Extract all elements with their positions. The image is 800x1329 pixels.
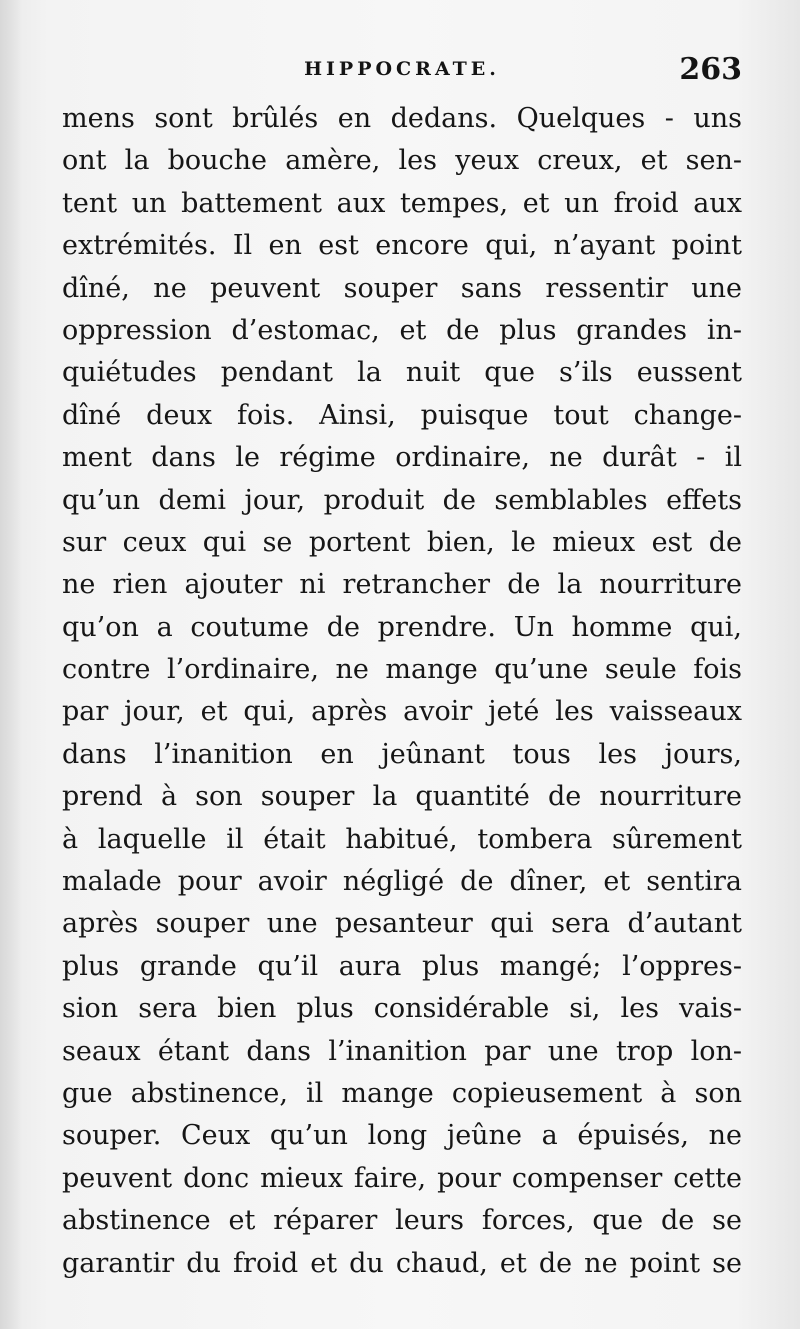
text-line: extrémités. Il en est encore qui, n’ayant point xyxy=(62,230,742,262)
text-line: par jour, et qui, après avoir jeté les vaisseaux xyxy=(62,696,742,728)
text-line: tent un battement aux tempes, et un froid aux xyxy=(62,187,742,219)
text-line: malade pour avoir négligé de dîner, et sentira xyxy=(62,866,742,898)
text-line: dans l’inanition en jeûnant tous les jours, xyxy=(62,738,742,770)
body-text xyxy=(62,98,742,1285)
text-line: dîné deux fois. Ainsi, puisque tout change- xyxy=(62,399,742,431)
running-head xyxy=(62,52,742,88)
text-line: souper. Ceux qu’un long jeûne a épuisés, ne xyxy=(62,1120,742,1152)
running-title: HIPPOCRATE. xyxy=(304,58,500,80)
text-line: dîné, ne peuvent souper sans ressentir une xyxy=(62,272,742,304)
text-line: seaux étant dans l’inanition par une trop lon- xyxy=(62,1035,742,1067)
text-line: peuvent donc mieux faire, pour compenser cette xyxy=(62,1162,742,1194)
text-line: garantir du froid et du chaud, et de ne point se xyxy=(62,1247,742,1279)
text-line: abstinence et réparer leurs forces, que de se xyxy=(62,1205,742,1237)
text-line: à laquelle il était habitué, tombera sûrement xyxy=(62,823,742,855)
text-line: qu’un demi jour, produit de semblables effets xyxy=(62,484,742,516)
text-line: ne rien ajouter ni retrancher de la nourriture xyxy=(62,569,742,601)
text-line: sion sera bien plus considérable si, les vais- xyxy=(62,993,742,1025)
text-line: ont la bouche amère, les yeux creux, et sen- xyxy=(62,145,742,177)
text-line: contre l’ordinaire, ne mange qu’une seule fois xyxy=(62,654,742,686)
text-line: gue abstinence, il mange copieusement à son xyxy=(62,1077,742,1109)
text-line: prend à son souper la quantité de nourriture xyxy=(62,781,742,813)
text-line: qu’on a coutume de prendre. Un homme qui, xyxy=(62,611,742,643)
page-number: 263 xyxy=(679,52,742,87)
text-line: après souper une pesanteur qui sera d’autant xyxy=(62,908,742,940)
text-line: ment dans le régime ordinaire, ne durât - il xyxy=(62,442,742,474)
text-line: sur ceux qui se portent bien, le mieux est de xyxy=(62,526,742,558)
text-line: plus grande qu’il aura plus mangé; l’oppres- xyxy=(62,950,742,982)
text-line: oppression d’estomac, et de plus grandes in- xyxy=(62,314,742,346)
text-line: quiétudes pendant la nuit que s’ils eussent xyxy=(62,357,742,389)
text-line: mens sont brûlés en dedans. Quelques - uns xyxy=(62,103,742,134)
